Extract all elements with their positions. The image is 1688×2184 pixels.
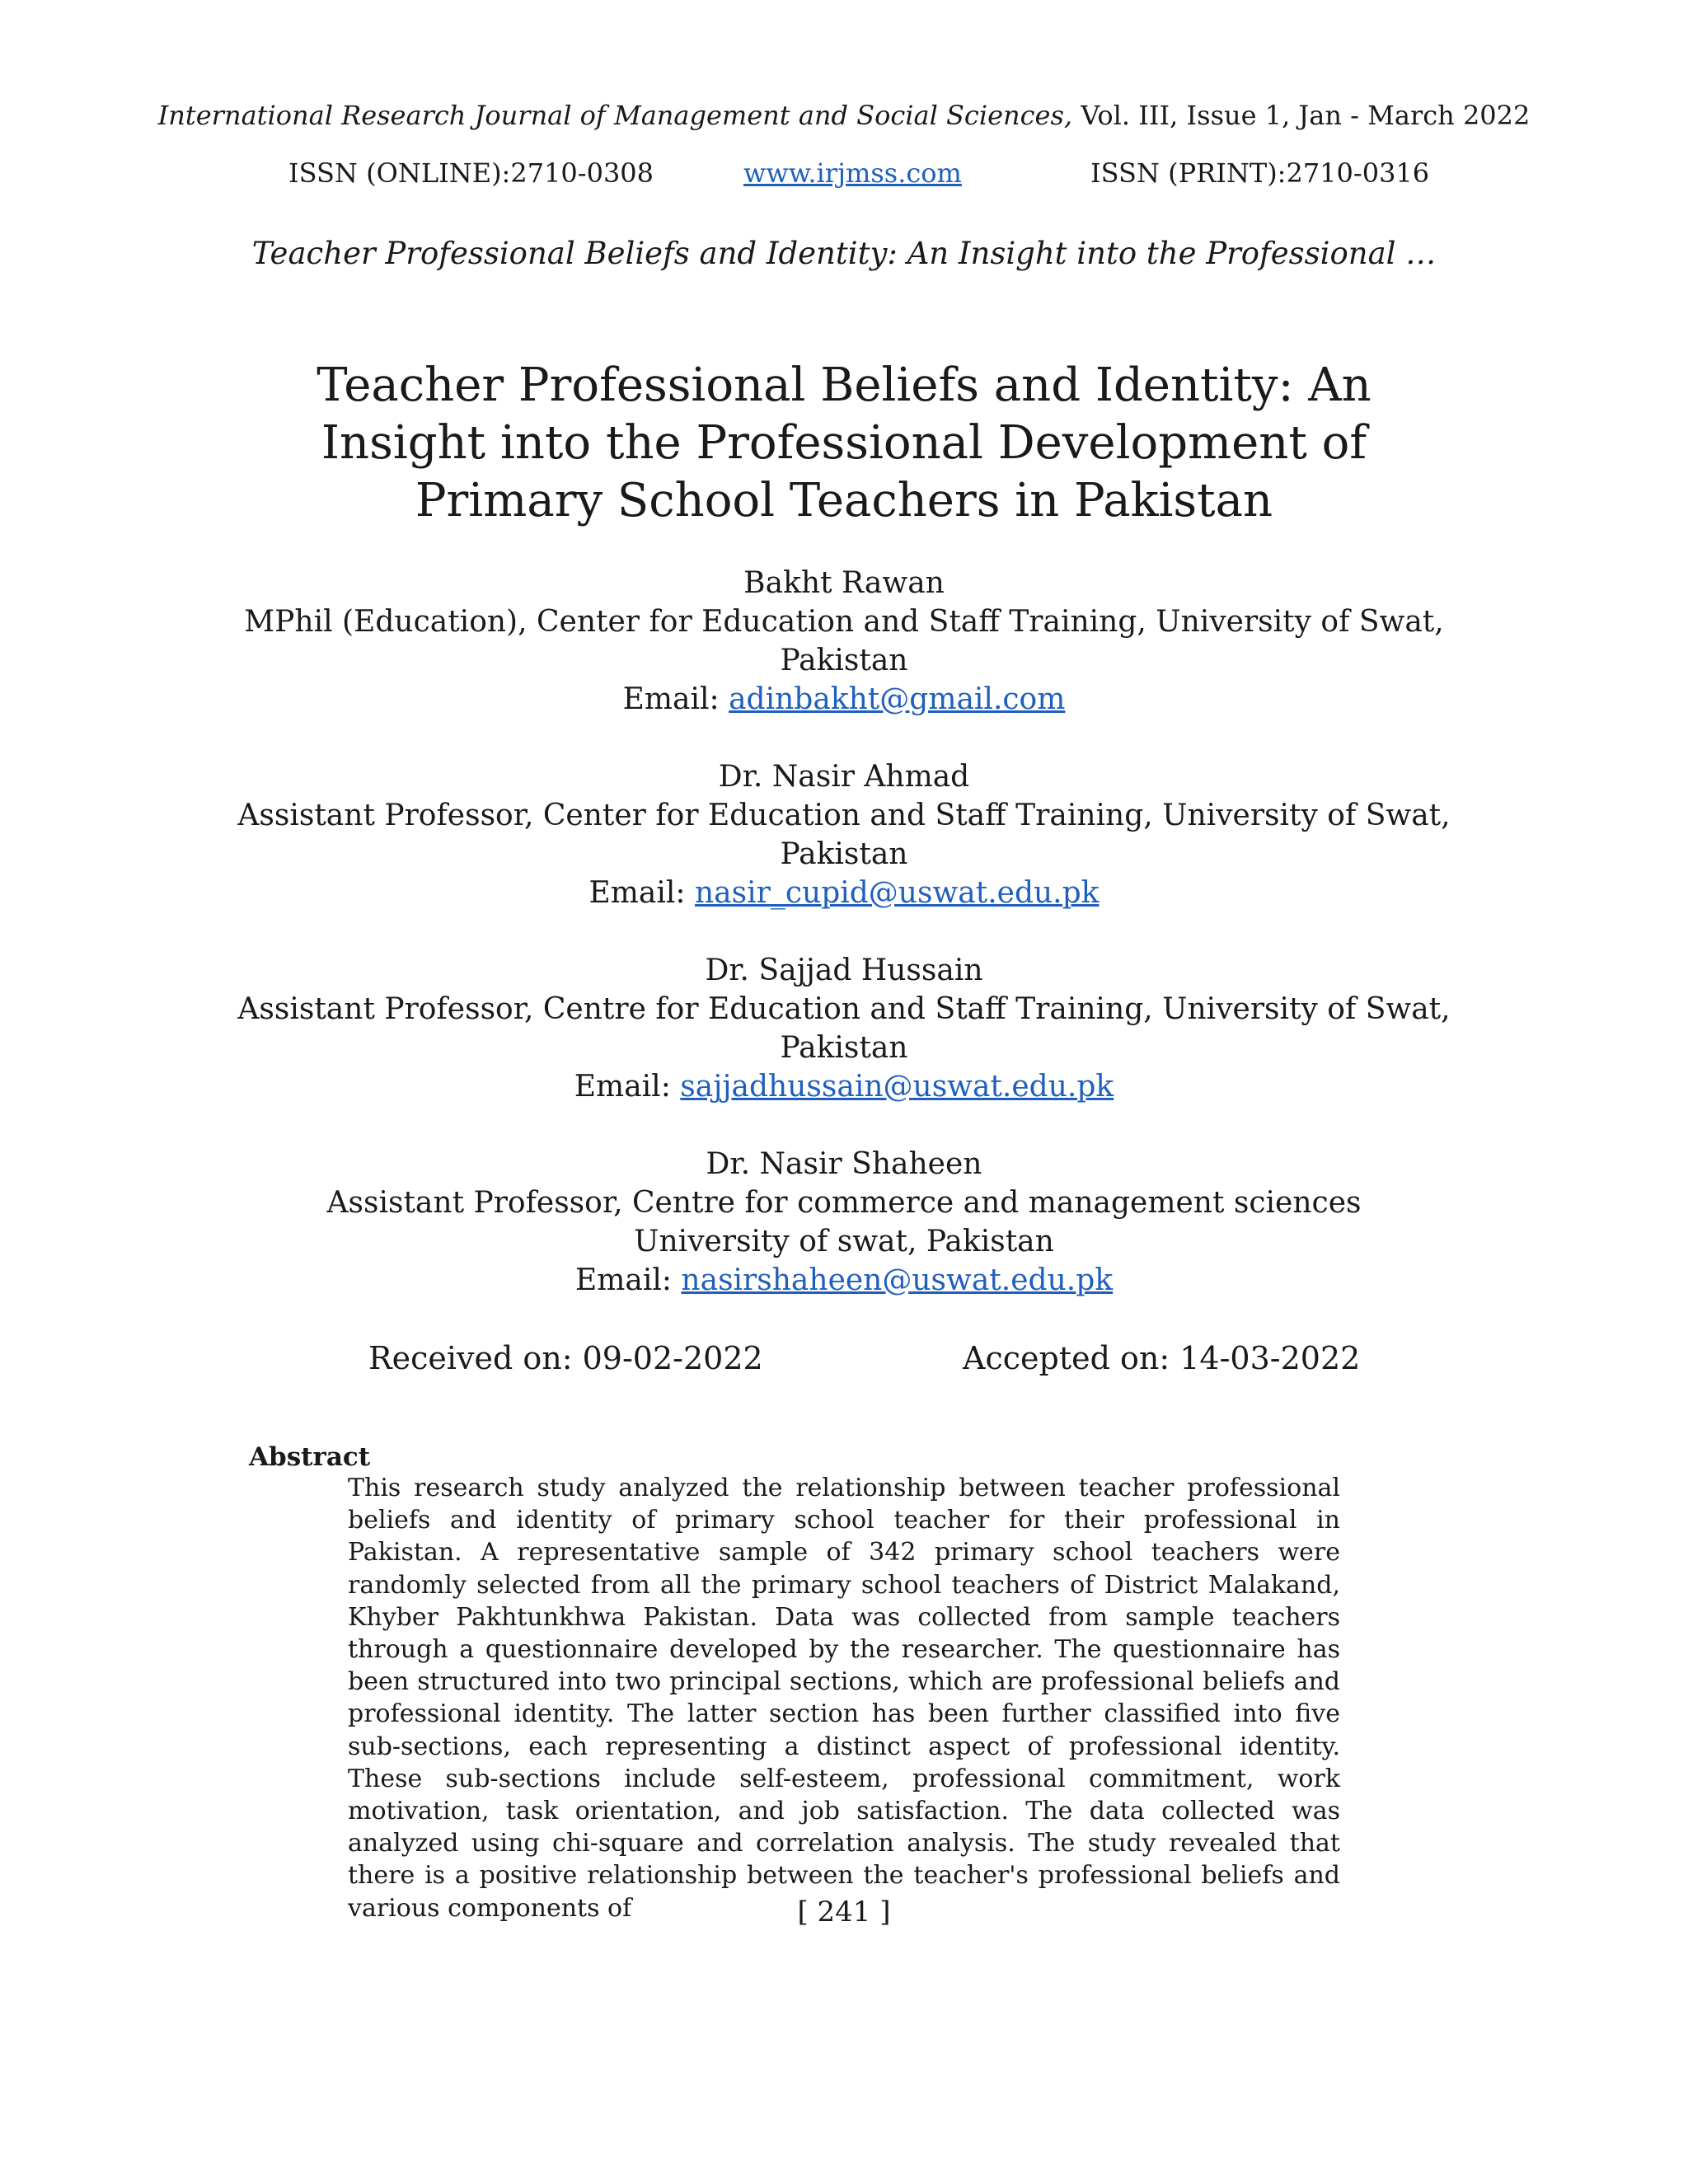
- page-number: [ 241 ]: [797, 1896, 891, 1929]
- journal-name: International Research Journal of Management and Social Sciences,: [157, 100, 1073, 131]
- author-name: Dr. Nasir Shaheen: [706, 1147, 982, 1181]
- author-affiliation: Assistant Professor, Center for Education and Staff Training, University of Swat, Pakistan: [237, 799, 1451, 871]
- author-email-line: [198, 874, 1490, 912]
- accepted-date: Accepted on: 14-03-2022: [963, 1340, 1361, 1376]
- author-affiliation: Assistant Professor, Centre for Education and Staff Training, University of Swat, Pakistan: [237, 992, 1451, 1065]
- author-name: Bakht Rawan: [743, 566, 945, 600]
- issn-online: ISSN (ONLINE):2710-0308: [288, 157, 654, 189]
- journal-issue: Vol. III, Issue 1, Jan - March 2022: [1072, 100, 1531, 131]
- journal-citation-line: [0, 97, 1688, 134]
- running-title: Teacher Professional Beliefs and Identity: An Insight into the Professional …: [251, 236, 1437, 271]
- author-email-line: [198, 1067, 1490, 1106]
- abstract-body: This research study analyzed the relationship between teacher professional beliefs and identity of primary school teacher for their professional in Pakistan. A representative sample of 342 primary school teachers were randomly selected from all the primary school teachers of District Malakand, Khyber Pakhtunkhwa Pakistan. Data was collected from sample teachers through a questionnaire developed by the researcher. The questionnaire has been structured into two principal sections, which are professional beliefs and professional identity. The latter section has been further classified into five sub-sections, each representing a distinct aspect of professional identity. These sub-sections include self-esteem, professional commitment, work motivation, task orientation, and job satisfaction. The data collected was analyzed using chi-square and correlation analysis. The study revealed that there is a positive relationship between the teacher's professional beliefs and various components of: [348, 1474, 1340, 1923]
- author-block: [198, 1145, 1490, 1300]
- author-email-link[interactable]: sajjadhussain@uswat.edu.pk: [680, 1070, 1114, 1104]
- author-block: [198, 951, 1490, 1106]
- author-block: [198, 564, 1490, 719]
- author-email-link[interactable]: nasirshaheen@uswat.edu.pk: [681, 1263, 1114, 1297]
- author-name: Dr. Sajjad Hussain: [705, 954, 983, 987]
- author-email-line: [198, 1261, 1490, 1300]
- author-email-link[interactable]: adinbakht@gmail.com: [729, 682, 1066, 716]
- author-name: Dr. Nasir Ahmad: [718, 760, 970, 794]
- journal-website-link[interactable]: www.irjmss.com: [743, 157, 962, 189]
- author-email-link[interactable]: nasir_cupid@uswat.edu.pk: [695, 876, 1100, 910]
- received-date: Received on: 09-02-2022: [368, 1340, 763, 1376]
- author-affiliation: Assistant Professor, Centre for commerce and management sciences: [326, 1186, 1362, 1220]
- issn-print: ISSN (PRINT):2710-0316: [1090, 157, 1430, 189]
- paper-title: Teacher Professional Beliefs and Identity: An Insight into the Professional Development of Primary School Teachers in Pakistan: [316, 359, 1372, 527]
- author-affiliation: MPhil (Education), Center for Education and Staff Training, University of Swat, Pakistan: [244, 605, 1444, 677]
- submission-dates: [0, 1337, 1688, 1380]
- author-block: [198, 757, 1490, 912]
- email-label: Email:: [588, 876, 695, 910]
- author-affiliation: University of swat, Pakistan: [634, 1225, 1054, 1258]
- email-label: Email:: [574, 1263, 682, 1297]
- author-list: [198, 564, 1490, 1338]
- issn-row: [0, 155, 1688, 191]
- email-label: Email:: [574, 1070, 681, 1104]
- email-label: Email:: [622, 682, 729, 716]
- author-email-line: [198, 680, 1490, 719]
- abstract-heading: Abstract: [249, 1442, 371, 1472]
